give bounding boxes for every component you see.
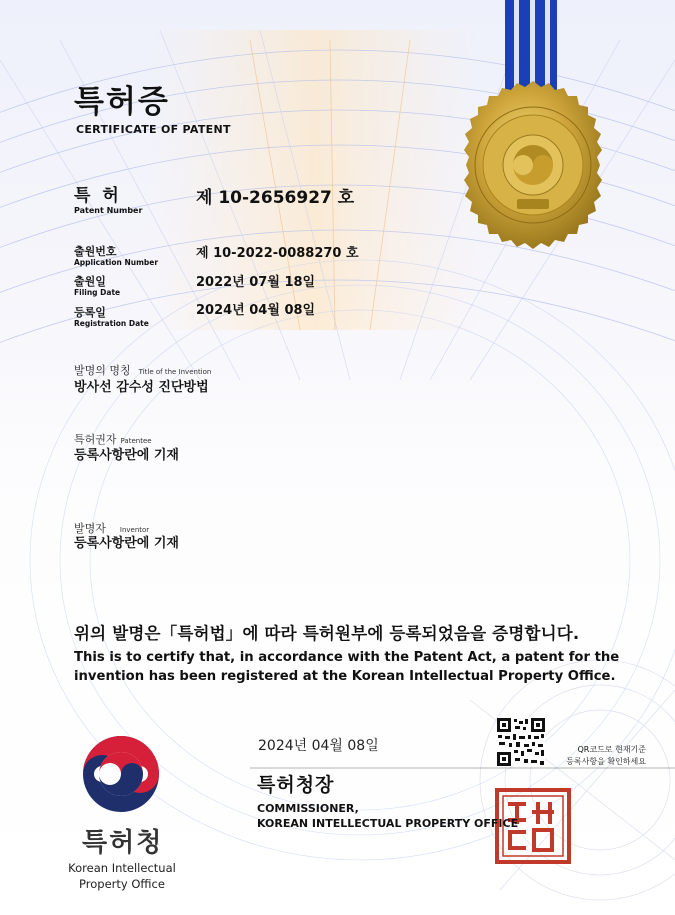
commissioner-title-en-line2: KOREAN INTELLECTUAL PROPERTY OFFICE	[257, 817, 519, 830]
office-name-ko: 특허청	[82, 828, 164, 858]
issue-date: 2024년 04월 08일	[258, 738, 379, 754]
patentee-label-en: Patentee	[120, 437, 152, 445]
inventor-label-ko: 발명자	[74, 522, 106, 535]
invention-label-ko: 발명의 명칭	[74, 364, 131, 377]
registration-date-label: 등록일	[74, 306, 106, 319]
inventor-label-en: Inventor	[119, 526, 150, 534]
patentee-label-ko: 특허권자	[74, 433, 117, 446]
application-number-label-en: Application Number	[74, 258, 159, 267]
certification-statement-en-line1: This is to certify that, in accordance with the Patent Act, a patent for the	[74, 650, 620, 665]
patent-number-value: 제 10-2656927 호	[196, 188, 355, 208]
qr-note-line2: 등록사항을 확인하세요	[566, 757, 646, 766]
registration-date-label-en: Registration Date	[74, 319, 149, 328]
office-name-en-line2: Property Office	[79, 877, 165, 891]
filing-date-label-en: Filing Date	[74, 288, 121, 297]
patent-number-label-en: Patent Number	[74, 206, 143, 215]
kipo-logo-icon	[83, 736, 159, 812]
gold-seal-icon	[464, 81, 602, 249]
invention-title-value: 방사선 감수성 진단방법	[74, 380, 209, 395]
commissioner-title-en-line1: COMMISSIONER,	[257, 802, 359, 815]
registration-date-value: 2024년 04월 08일	[196, 303, 316, 318]
filing-date-label: 출원일	[74, 275, 106, 288]
filing-date-value: 2022년 07월 18일	[196, 275, 316, 290]
commissioner-title-ko: 특허청장	[257, 774, 335, 796]
office-name-en-line1: Korean Intellectual	[68, 861, 176, 875]
application-number-value: 제 10-2022-0088270 호	[196, 246, 359, 261]
invention-label-en: Title of the Invention	[138, 368, 212, 376]
certificate-title: 특허증	[74, 84, 170, 120]
patent-number-label: 특 허	[74, 186, 122, 206]
patentee-value: 등록사항란에 기재	[74, 448, 179, 463]
qr-note-line1: QR코드로 현재기준	[577, 745, 646, 754]
qr-code-icon	[497, 718, 545, 766]
certificate-title-en: CERTIFICATE OF PATENT	[76, 123, 231, 136]
certification-statement-en-line2: invention has been registered at the Korean Intellectual Property Office.	[74, 669, 616, 684]
certification-statement-ko: 위의 발명은「특허법」에 따라 특허원부에 등록되었음을 증명합니다.	[74, 624, 580, 643]
inventor-value: 등록사항란에 기재	[74, 536, 179, 551]
application-number-label: 출원번호	[74, 245, 117, 258]
